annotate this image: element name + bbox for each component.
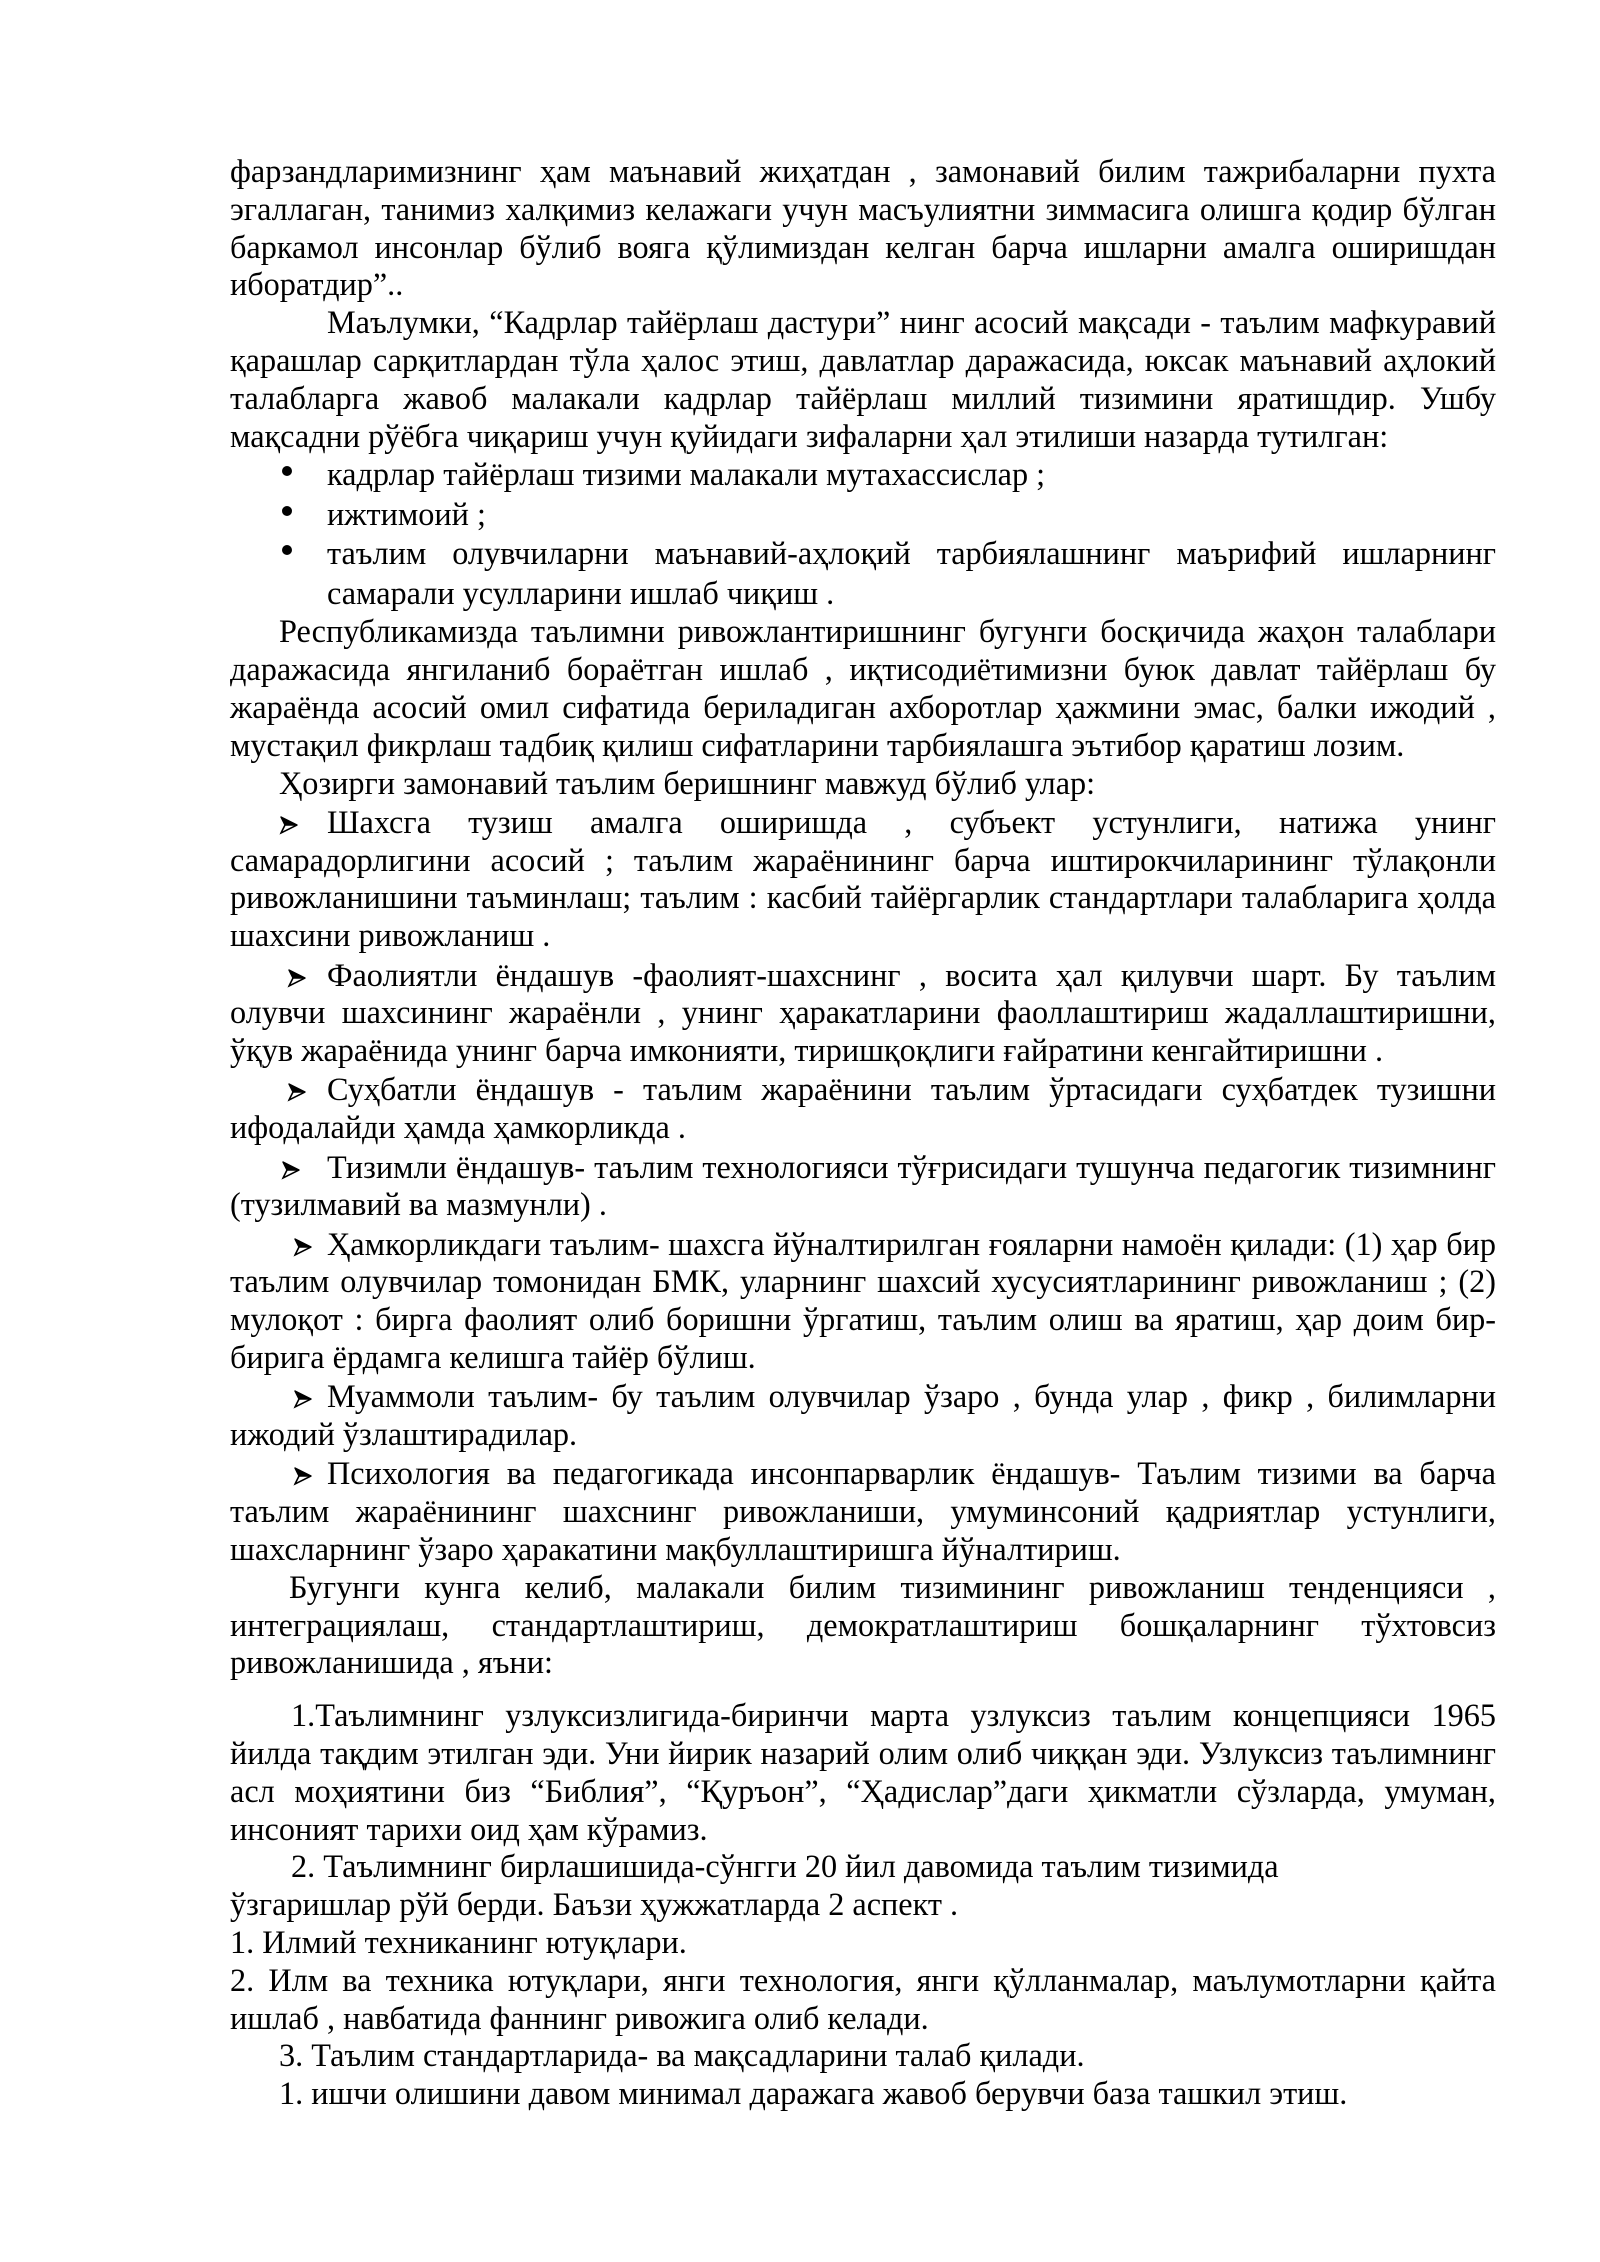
aspect-item: 2. Илм ва техника ютуқлари, янги технология, янги қўлланмалар, маълумотларни қайта ишлаб , навбатида фаннинг ривожига олиб келади. — [230, 1961, 1496, 2036]
integration-continued: ўзгаришлар рўй берди. Баъзи ҳужжатларда 2 аспект . — [230, 1886, 959, 1923]
approach-text: Фаолиятли ёндашув -фаолият-шахснинг , восита ҳал қилувчи шарт. Бу таълим олувчи шахсининг жараёнли , унинг ҳаракатларини фаоллаштириш жадаллаштиришни, ўқув жараёнида унинг барча имконияти, тиришқоқлиги ғайратини кенгайтиришни . — [230, 956, 1496, 1069]
intro-paragraph: фарзандларимизнинг ҳам маънавий жиҳатдан , замонавий билим тажрибаларни пухта эгаллаган, танимиз халқимиз келажаги учун масъулиятни зиммасига олишга қодир бўлган баркамол инсонлар бўлиб вояга қўлимиздан келган барча ишларни амалга оширишдан иборатдир”.. — [230, 153, 1496, 303]
approach-item — [230, 957, 1496, 1070]
approach-item — [230, 1071, 1496, 1147]
continuity-paragraph: 1.Таълимнинг узлуксизлигида-биринчи марта узлуксиз таълим концепцияси 1965 йилда тақдим этилган эди. Уни йирик назарий олим олиб чиққан эди. Узлуксиз таълимнинг асл моҳиятини биз “Библия”, “Қуръон”, “Ҳадислар”даги ҳикматли сўзларда, умуман, инсоният тарихи оид ҳам кўрамиз. — [230, 1697, 1496, 1847]
base-line: 1. ишчи олишини давом минимал даражага жавоб берувчи база ташкил этиш. — [279, 2075, 1348, 2112]
arrowhead-icon — [287, 1082, 327, 1102]
approach-item — [230, 804, 1496, 955]
approach-text: Суҳбатли ёндашув - таълим жараёнини таълим ўртасидаги суҳбатдек тузишни ифодалайди ҳамда ҳамкорликда . — [230, 1071, 1496, 1146]
aspect-item: 1. Илмий техниканинг ютуқлари. — [230, 1923, 687, 1960]
list-item — [230, 455, 1496, 495]
trends-paragraph: Бугунги кунга келиб, малакали билим тизимининг ривожланиш тенденцияси , интеграциялаш, стандартлаштириш, демократлаштириш бошқаларнинг тўхтовсиз ривожланишида , яъни: — [230, 1568, 1496, 1681]
bullet-dot-icon — [282, 466, 292, 476]
approach-item — [230, 1378, 1496, 1454]
document-body — [230, 153, 1496, 2113]
approach-item — [230, 1149, 1496, 1225]
list-item — [230, 495, 1496, 535]
arrowhead-icon — [279, 815, 327, 835]
bullet-dot-icon — [282, 545, 292, 555]
list-item-text: ижтимоий ; — [327, 495, 486, 532]
approach-text: Муаммоли таълим- бу таълим олувчилар ўзаро , бунда улар , фикр , билимларни ижодий ўзлаштирадилар. — [230, 1378, 1496, 1453]
integration-line: 2. Таълимнинг бирлашишида-сўнгги 20 йил давомида таълим тизимида — [291, 1848, 1279, 1885]
approach-item — [230, 1226, 1496, 1377]
approach-item — [230, 1455, 1496, 1568]
arrowhead-icon — [293, 1466, 327, 1486]
arrowhead-icon — [293, 1389, 327, 1409]
approach-text: Шахсга тузиш амалга оширишда , субъект устунлиги, натижа унинг самарадорлигини асосий ; таълим жараёнининг барча иштирокчиларининг тўлақонли ривожланишини таъминлаш; таълим : касбий тайёргарлик стандартлари талабларига ҳолда шахсини ривожланиш . — [230, 803, 1496, 954]
bullet-dot-icon — [282, 506, 292, 516]
arrowhead-icon — [293, 1237, 327, 1257]
list-item — [230, 534, 1496, 613]
approaches-intro: Ҳозирги замонавий таълим беришнинг мавжуд бўлиб улар: — [279, 764, 1096, 801]
approach-text: Ҳамкорликдаги таълим- шахсга йўналтирилган ғояларни намоён қилади: (1) ҳар бир таълим олувчилар томонидан БМК, уларнинг шахсий хусусиятларининг ривожланиш ; (2) мулоқот : бирга фаолият олиб боришни ўргатиш, таълим олиш ва яратиш, ҳар доим бир-бирига ёрдамга келишга тайёр бўлиш. — [230, 1225, 1496, 1376]
approach-text: Психология ва педагогикада инсонпарварлик ёндашув- Таълим тизими ва барча таълим жараёнининг шахснинг ривожланиши, умуминсоний қадриятлар устунлиги, шахсларнинг ўзаро ҳаракатини мақбуллаштиришга йўналтириш. — [230, 1455, 1496, 1567]
program-paragraph: Маълумки, “Кадрлар тайёрлаш дастури” нинг асосий мақсади - таълим мафкуравий қарашлар сарқитлардан тўла ҳалос этиш, давлатлар даражасида, юксак маънавий аҳлокий талабларга жавоб малакали кадрлар тайёрлаш миллий тизимини яратишдир. Ушбу мақсадни рўёбга чиқариш учун қуйидаги зифаларни ҳал этилиши назарда тутилган: — [230, 304, 1496, 454]
list-item-text: кадрлар тайёрлаш тизими малакали мутахассислар ; — [327, 456, 1046, 493]
list-item-text: таълим олувчиларни маънавий-аҳлоқий тарбиялашнинг маърифий ишларнинг самарали усулларини ишлаб чиқиш . — [327, 535, 1496, 611]
approach-text: Тизимли ёндашув- таълим технологияси тўғрисидаги тушунча педагогик тизимнинг (тузилмавий ва мазмунли) . — [230, 1148, 1496, 1223]
arrowhead-icon — [287, 968, 327, 988]
arrowhead-icon — [281, 1160, 327, 1180]
republic-paragraph: Республикамизда таълимни ривожлантиришнинг бугунги босқичида жаҳон талаблари даражасида янгиланиб бораётган ишлаб , иқтисодиётимизни буюк давлат тайёрлаш бу жараёнда асосий омил сифатида бериладиган ахборотлар ҳажмини эмас, балки ижодий , мустақил фикрлаш тадбиқ қилиш сифатларини тарбиялашга эътибор қаратиш лозим. — [230, 613, 1496, 763]
tasks-list — [230, 455, 1496, 613]
standards-line: 3. Таълим стандартларида- ва мақсадларини талаб қилади. — [279, 2037, 1085, 2074]
